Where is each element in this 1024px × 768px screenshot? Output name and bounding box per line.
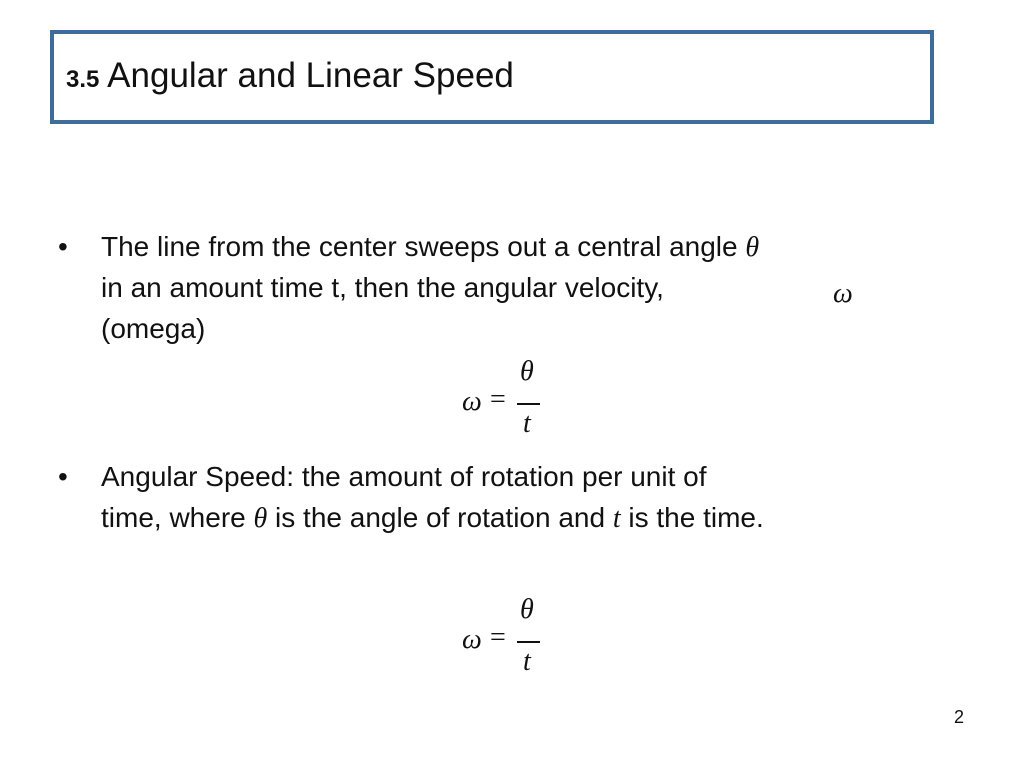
page-number: 2 bbox=[953, 707, 964, 727]
bullet-2-line-2-part-1: time, where bbox=[101, 502, 246, 533]
fraction-bar bbox=[517, 641, 540, 643]
bullet-marker-1: • bbox=[58, 231, 68, 262]
formula-lhs: ω bbox=[462, 386, 482, 417]
theta-symbol: θ bbox=[253, 503, 268, 534]
bullet-2-line-2 bbox=[101, 497, 764, 539]
formula-lhs: ω bbox=[462, 624, 482, 655]
bullet-1-line-3 bbox=[101, 308, 205, 349]
bullet-2-line-1-text: Angular Speed: the amount of rotation per unit of bbox=[101, 461, 707, 492]
bullet-marker-2: • bbox=[58, 461, 68, 492]
bullet-2-line-2-part-3: is the time. bbox=[628, 502, 764, 533]
formula-equals: = bbox=[490, 384, 506, 415]
bullet-1-line-2-text: in an amount time t, then the angular velocity, bbox=[101, 272, 664, 303]
section-number: 3.5 bbox=[66, 66, 100, 93]
time-variable: t bbox=[612, 503, 621, 534]
formula-numerator: θ bbox=[520, 356, 534, 387]
formula-denominator: t bbox=[523, 408, 531, 439]
title-box bbox=[50, 30, 934, 124]
formula-denominator: t bbox=[523, 646, 531, 677]
theta-symbol: θ bbox=[745, 232, 760, 263]
formula-numerator: θ bbox=[520, 594, 534, 625]
bullet-1-line-2 bbox=[101, 267, 664, 308]
title-text: Angular and Linear Speed bbox=[107, 56, 514, 95]
omega-symbol: ω bbox=[833, 278, 853, 309]
formula-equals: = bbox=[490, 622, 506, 653]
bullet-1-line-1 bbox=[101, 226, 759, 268]
bullet-2-line-1 bbox=[101, 456, 707, 497]
bullet-1-line-1-text: The line from the center sweeps out a central angle bbox=[101, 231, 738, 262]
bullet-1-line-3-text: (omega) bbox=[101, 313, 206, 344]
slide-title bbox=[66, 56, 514, 100]
bullet-2-line-2-part-2: is the angle of rotation and bbox=[275, 502, 606, 533]
fraction-bar bbox=[517, 403, 540, 405]
